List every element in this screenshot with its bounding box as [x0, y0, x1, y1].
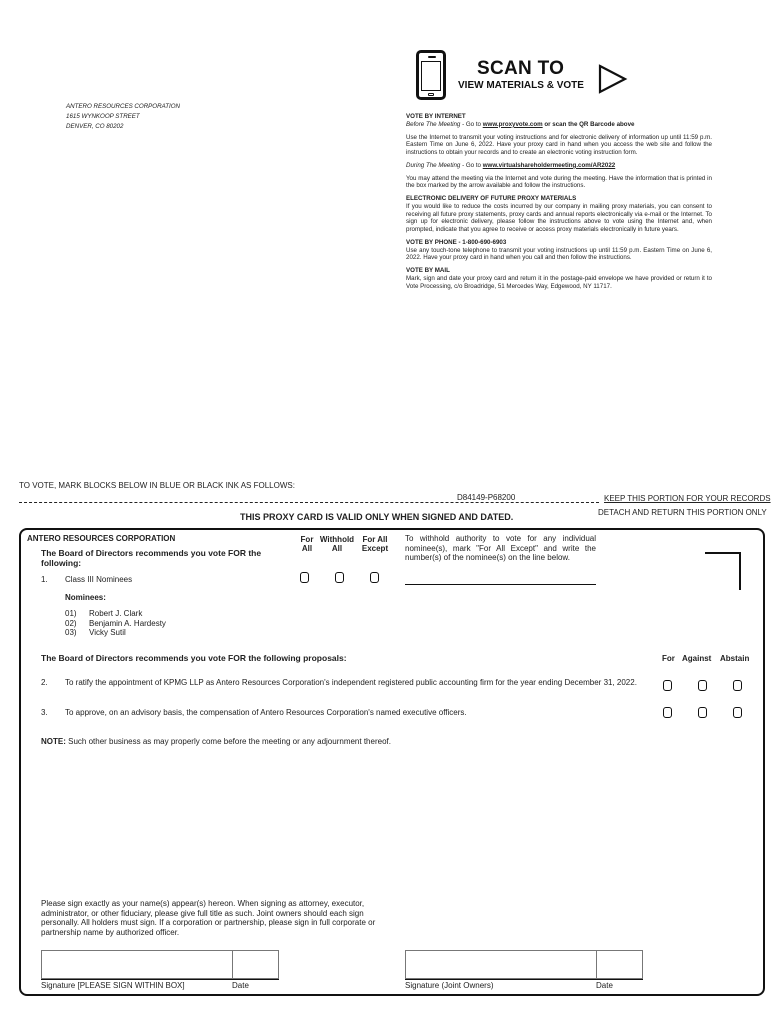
checkbox-for-all[interactable] [300, 572, 309, 583]
electronic-body: If you would like to reduce the costs incurred by our company in mailing proxy materials, you can consent to receiving all future proxy statements, proxy cards and annual reports electronically via e-mail or the Internet. To sign up for electronic delivery, please follow the instructions above to vote using the Internet and, when prompted, indicate that you agree to receive or access proxy materials electronically in future years. [406, 202, 712, 233]
phone-icon [416, 50, 446, 100]
mail-body: Mark, sign and date your proxy card and return it in the postage-paid envelope we have provided or return it to Vote Processing, c/o Broadridge, 51 Mercedes Way, Edgewood, NY 11717. [406, 274, 712, 290]
joint-date-divider [596, 950, 597, 979]
mail-title: VOTE BY MAIL [406, 267, 450, 274]
col-against: Against [682, 654, 712, 663]
during-body: You may attend the meeting via the Internet and vote during the meeting. Have the information that is printed in the box marked by the arrow available and follow the instructions. [406, 174, 712, 190]
play-arrow-icon [598, 64, 628, 94]
during-meeting-pre: - Go to [460, 161, 483, 169]
nominee-2 [65, 619, 166, 629]
board-recommendation-1: The Board of Directors recommends you vote FOR the following: [41, 548, 262, 569]
nominee-3-name: Vicky Sutil [89, 628, 126, 638]
joint-signature-line [405, 979, 643, 980]
perforation-line [19, 502, 599, 503]
signature-line [41, 979, 279, 980]
address-line-1: ANTERO RESOURCES CORPORATION [66, 103, 181, 110]
voting-instructions [406, 113, 712, 295]
internet-body: Use the Internet to transmit your voting instructions and for electronic delivery of information up until 11:59 p.m. Eastern Time on June 6, 2022. Have your proxy card in hand when you access the web site and follow the instructions to obtain your records and to create an electronic voting instruction form. [406, 133, 712, 156]
col-abstain: Abstain [720, 654, 750, 663]
item-3-text: To approve, on an advisory basis, the compensation of Antero Resources Corporation's named executive officers. [65, 708, 467, 717]
address-line-2: 1615 WYNKOOP STREET [66, 112, 140, 120]
card-company: ANTERO RESOURCES CORPORATION [27, 534, 176, 543]
address-line-3: DENVER, CO 80202 [66, 122, 124, 130]
col-for-all-except: For All Except [361, 535, 389, 554]
item-1-number: 1. [41, 575, 48, 584]
detach-note: DETACH AND RETURN THIS PORTION ONLY [598, 508, 767, 517]
col-for-all: For All [300, 535, 314, 554]
electronic-title: ELECTRONIC DELIVERY OF FUTURE PROXY MATERIALS [406, 195, 577, 202]
during-meeting-label: During The Meeting [406, 161, 461, 169]
signature-label: Signature [PLEASE SIGN WITHIN BOX] [41, 981, 185, 990]
nominee-list [65, 609, 166, 638]
board-recommendation-2: The Board of Directors recommends you vote FOR the following proposals: [41, 653, 347, 663]
nominee-2-name: Benjamin A. Hardesty [89, 618, 166, 628]
phone-body: Use any touch-tone telephone to transmit your voting instructions up until 11:59 p.m. Eastern Time on June 6, 2022. Have your proxy card in hand when you call and then follow the instructions. [406, 246, 712, 262]
item-1-text: Class III Nominees [65, 575, 133, 584]
keep-portion-note: KEEP THIS PORTION FOR YOUR RECORDS [604, 494, 771, 503]
note-text: Such other business as may properly come before the meeting or any adjournment thereof. [65, 737, 391, 746]
before-meeting-pre: - Go to [460, 120, 483, 128]
item-2-against-checkbox[interactable] [698, 680, 707, 691]
date-label: Date [232, 981, 249, 990]
virtual-meeting-link[interactable]: www.virtualshareholdermeeting.com/AR2022 [482, 161, 616, 169]
signature-date-divider [232, 950, 233, 979]
item-3-number: 3. [41, 708, 48, 717]
item-2-abstain-checkbox[interactable] [733, 680, 742, 691]
item-3-abstain-checkbox[interactable] [733, 707, 742, 718]
nominees-title: Nominees: [65, 593, 106, 602]
control-id: D84149-P68200 [457, 493, 516, 502]
signature-box[interactable] [41, 950, 279, 979]
joint-signature-box[interactable] [405, 950, 643, 979]
before-meeting-post: or scan the QR Barcode above [542, 120, 635, 128]
except-write-line[interactable] [405, 584, 596, 585]
scan-subtitle: VIEW MATERIALS & VOTE [458, 80, 584, 91]
col-for: For [662, 654, 675, 663]
sign-instructions: Please sign exactly as your name(s) appear(s) hereon. When signing as attorney, executor, administrator, or other fiduciary, please give full title as such. Joint owners should each sign personally. All holders must sign. If a corporation or partnership, please sign in full corporate or partnership name by authorized officer. [41, 899, 376, 937]
note [41, 737, 391, 746]
mark-note: TO VOTE, MARK BLOCKS BELOW IN BLUE OR BLACK INK AS FOLLOWS: [19, 481, 295, 490]
item-3-for-checkbox[interactable] [663, 707, 672, 718]
return-address [66, 102, 180, 132]
nominee-3-number: 03) [65, 628, 77, 638]
before-meeting-label: Before The Meeting [406, 120, 461, 128]
internet-title: VOTE BY INTERNET [406, 113, 466, 120]
scan-title: SCAN TO [477, 58, 565, 79]
proxyvote-link[interactable]: www.proxyvote.com [482, 120, 543, 128]
nominee-3 [65, 628, 166, 638]
joint-signature-label: Signature (Joint Owners) [405, 981, 494, 990]
nominee-1 [65, 609, 166, 619]
checkbox-for-all-except[interactable] [370, 572, 379, 583]
corner-mark [705, 552, 741, 590]
nominee-1-number: 01) [65, 609, 77, 618]
nominee-2-number: 02) [65, 618, 77, 628]
valid-notice: THIS PROXY CARD IS VALID ONLY WHEN SIGNED AND DATED. [240, 512, 514, 522]
checkbox-withhold-all[interactable] [335, 572, 344, 583]
item-2-number: 2. [41, 678, 48, 687]
nominee-1-name: Robert J. Clark [89, 609, 143, 618]
note-label: NOTE: [41, 737, 66, 746]
item-2-text: To ratify the appointment of KPMG LLP as Antero Resources Corporation's independent registered public accounting firm for the year ending December 31, 2022. [65, 678, 637, 687]
item-2-for-checkbox[interactable] [663, 680, 672, 691]
phone-title: VOTE BY PHONE - 1-800-690-6903 [406, 238, 507, 246]
withhold-note: To withhold authority to vote for any individual nominee(s), mark "For All Except" and write the number(s) of the nominee(s) on the line below. [405, 534, 596, 563]
joint-date-label: Date [596, 981, 613, 990]
item-3-against-checkbox[interactable] [698, 707, 707, 718]
col-withhold-all: Withhold All [319, 535, 355, 554]
